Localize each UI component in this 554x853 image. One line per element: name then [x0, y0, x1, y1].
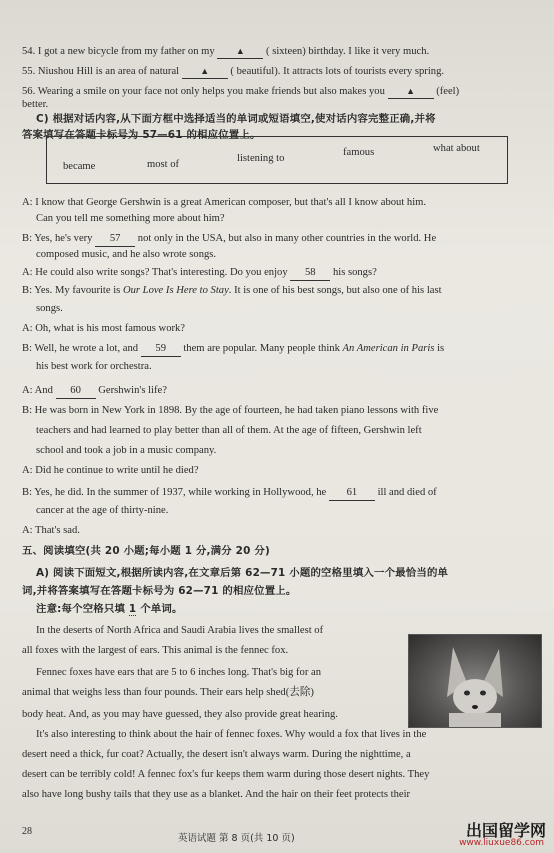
site-url: www.liuxue86.com — [459, 838, 544, 848]
question-56-cont: better. — [22, 99, 49, 110]
word-what-about: what about — [433, 143, 480, 154]
blank-55: ▲ — [182, 64, 228, 79]
dialogue-b4: B: He was born in New York in 1898. By the age of fourteen, he had taken piano lessons with five — [22, 405, 439, 416]
dialogue-b1-cont: composed music, and he also wrote songs. — [36, 249, 217, 260]
dialogue-a3: A: Oh, what is his most famous work? — [22, 323, 186, 334]
passage-p2-3: body heat. And, as you may have guessed, they also provide great hearing. — [22, 709, 338, 720]
question-54: 54. I got a new bicycle from my father on my ▲ ( sixteen) birthday. I like it very much. — [22, 46, 430, 57]
passage-p1-2: all foxes with the largest of ears. This animal is the fennec fox. — [22, 645, 289, 656]
passage-p3-2: desert need a thick, fur coat? Actually, the desert isn't always warm. During the nighttime, a — [22, 749, 411, 760]
question-56: 56. Wearing a smile on your face not only helps you make friends but also makes you ▲ (feel) — [22, 86, 460, 97]
passage-p1-1: In the deserts of North Africa and Saudi Arabia lives the smallest of — [36, 625, 324, 636]
dialogue-a6: A: That's sad. — [22, 525, 80, 536]
word-box — [46, 136, 508, 184]
section-c-instruction-1: C) 根据对话内容,从下面方框中选择适当的单词或短语填空,使对话内容完整正确,并将 — [36, 113, 436, 125]
dialogue-a2: A: He could also write songs? That's interesting. Do you enjoy 58 his songs? — [22, 266, 540, 281]
passage-p3-3: desert can be terribly cold! A fennec fox's fur keeps them warm during those desert nights. They — [22, 769, 430, 780]
dialogue-b5: B: Yes, he did. In the summer of 1937, while working in Hollywood, he 61 ill and died of — [22, 486, 540, 501]
dialogue-b2-cont: songs. — [36, 303, 63, 314]
song-title: Our Love Is Here to Stay — [122, 285, 229, 296]
word-famous: famous — [343, 147, 375, 158]
dialogue-b5-cont: cancer at the age of thirty-nine. — [36, 505, 169, 516]
fox-left-eye — [464, 691, 470, 696]
dialogue-b4-cont-2: school and took a job in a music company. — [36, 445, 217, 456]
fox-right-eye — [480, 691, 486, 696]
dialogue-b3-cont: his best work for orchestra. — [36, 361, 152, 372]
fox-head — [453, 679, 497, 715]
passage-p2-1: Fennec foxes have ears that are 5 to 6 inches long. That's big for an — [36, 667, 322, 678]
dialogue-b2: B: Yes. My favourite is Our Love Is Here to Stay. It is one of his best songs, but also one of his last — [22, 285, 442, 296]
section-5-note: 注意:每个空格只填 1 个单词。 — [36, 603, 183, 615]
fennec-fox-photo — [408, 634, 542, 728]
word-became: became — [63, 161, 96, 172]
question-55: 55. Niushou Hill is an area of natural ▲ ( beautiful). It attracts lots of tourists every spring. — [22, 66, 445, 77]
fox-nose — [472, 705, 478, 709]
blank-59: 59 — [141, 342, 181, 357]
blank-58: 58 — [290, 266, 330, 281]
dialogue-a5: A: Did he continue to write until he died? — [22, 465, 199, 476]
blank-56: ▲ — [388, 84, 434, 99]
work-title: An American in Paris — [342, 343, 435, 354]
word-listening-to: listening to — [237, 153, 285, 164]
dialogue-a1-cont: Can you tell me something more about him? — [36, 213, 225, 224]
section-5-instruction-2: 词,并将答案填写在答题卡标号为 62—71 的相应位置上。 — [22, 585, 297, 597]
passage-p3-4: also have long bushy tails that they use as a blanket. And the hair on their feet protects their — [22, 789, 411, 800]
section-5-title: 五、阅读填空(共 20 小题;每小题 1 分,满分 20 分) — [22, 545, 270, 557]
passage-p2-2: animal that weighs less than four pounds. Their ears help shed(去除) — [22, 687, 314, 698]
blank-61: 61 — [329, 486, 375, 501]
section-c-instruction-2: 答案填写在答题卡标号为 57—61 的相应位置上。 — [22, 129, 261, 141]
passage-p3-1: It's also interesting to think about the hair of fennec foxes. Why would a fox that lives in the — [36, 729, 427, 740]
dialogue-b3: B: Well, he wrote a lot, and 59 them are popular. Many people think An American in Paris is — [22, 342, 540, 357]
blank-60: 60 — [56, 384, 96, 399]
fox-silhouette — [409, 635, 541, 727]
section-5-instruction-1: A) 阅读下面短文,根据所读内容,在文章后第 62—71 小题的空格里填入一个最恰当的单 — [36, 567, 449, 579]
blank-54: ▲ — [217, 44, 263, 59]
dialogue-b1: B: Yes, he's very 57 not only in the USA, but also in many other countries in the world. He — [22, 232, 540, 247]
blank-57: 57 — [95, 232, 135, 247]
dialogue-b4-cont-1: teachers and had learned to play better than all of them. At the age of fifteen, Gershwin left — [36, 425, 422, 436]
exam-footer: 英语试题 第 8 页(共 10 页) — [178, 833, 295, 844]
site-watermark: 出国留学网 — [465, 821, 546, 840]
word-most-of: most of — [147, 159, 180, 170]
dialogue-a1: A: I know that George Gershwin is a great American composer, but that's all I know about him. — [22, 197, 427, 208]
page-number: 28 — [22, 826, 32, 837]
fox-body — [449, 713, 501, 727]
dialogue-a4: A: And 60 Gershwin's life? — [22, 384, 540, 399]
